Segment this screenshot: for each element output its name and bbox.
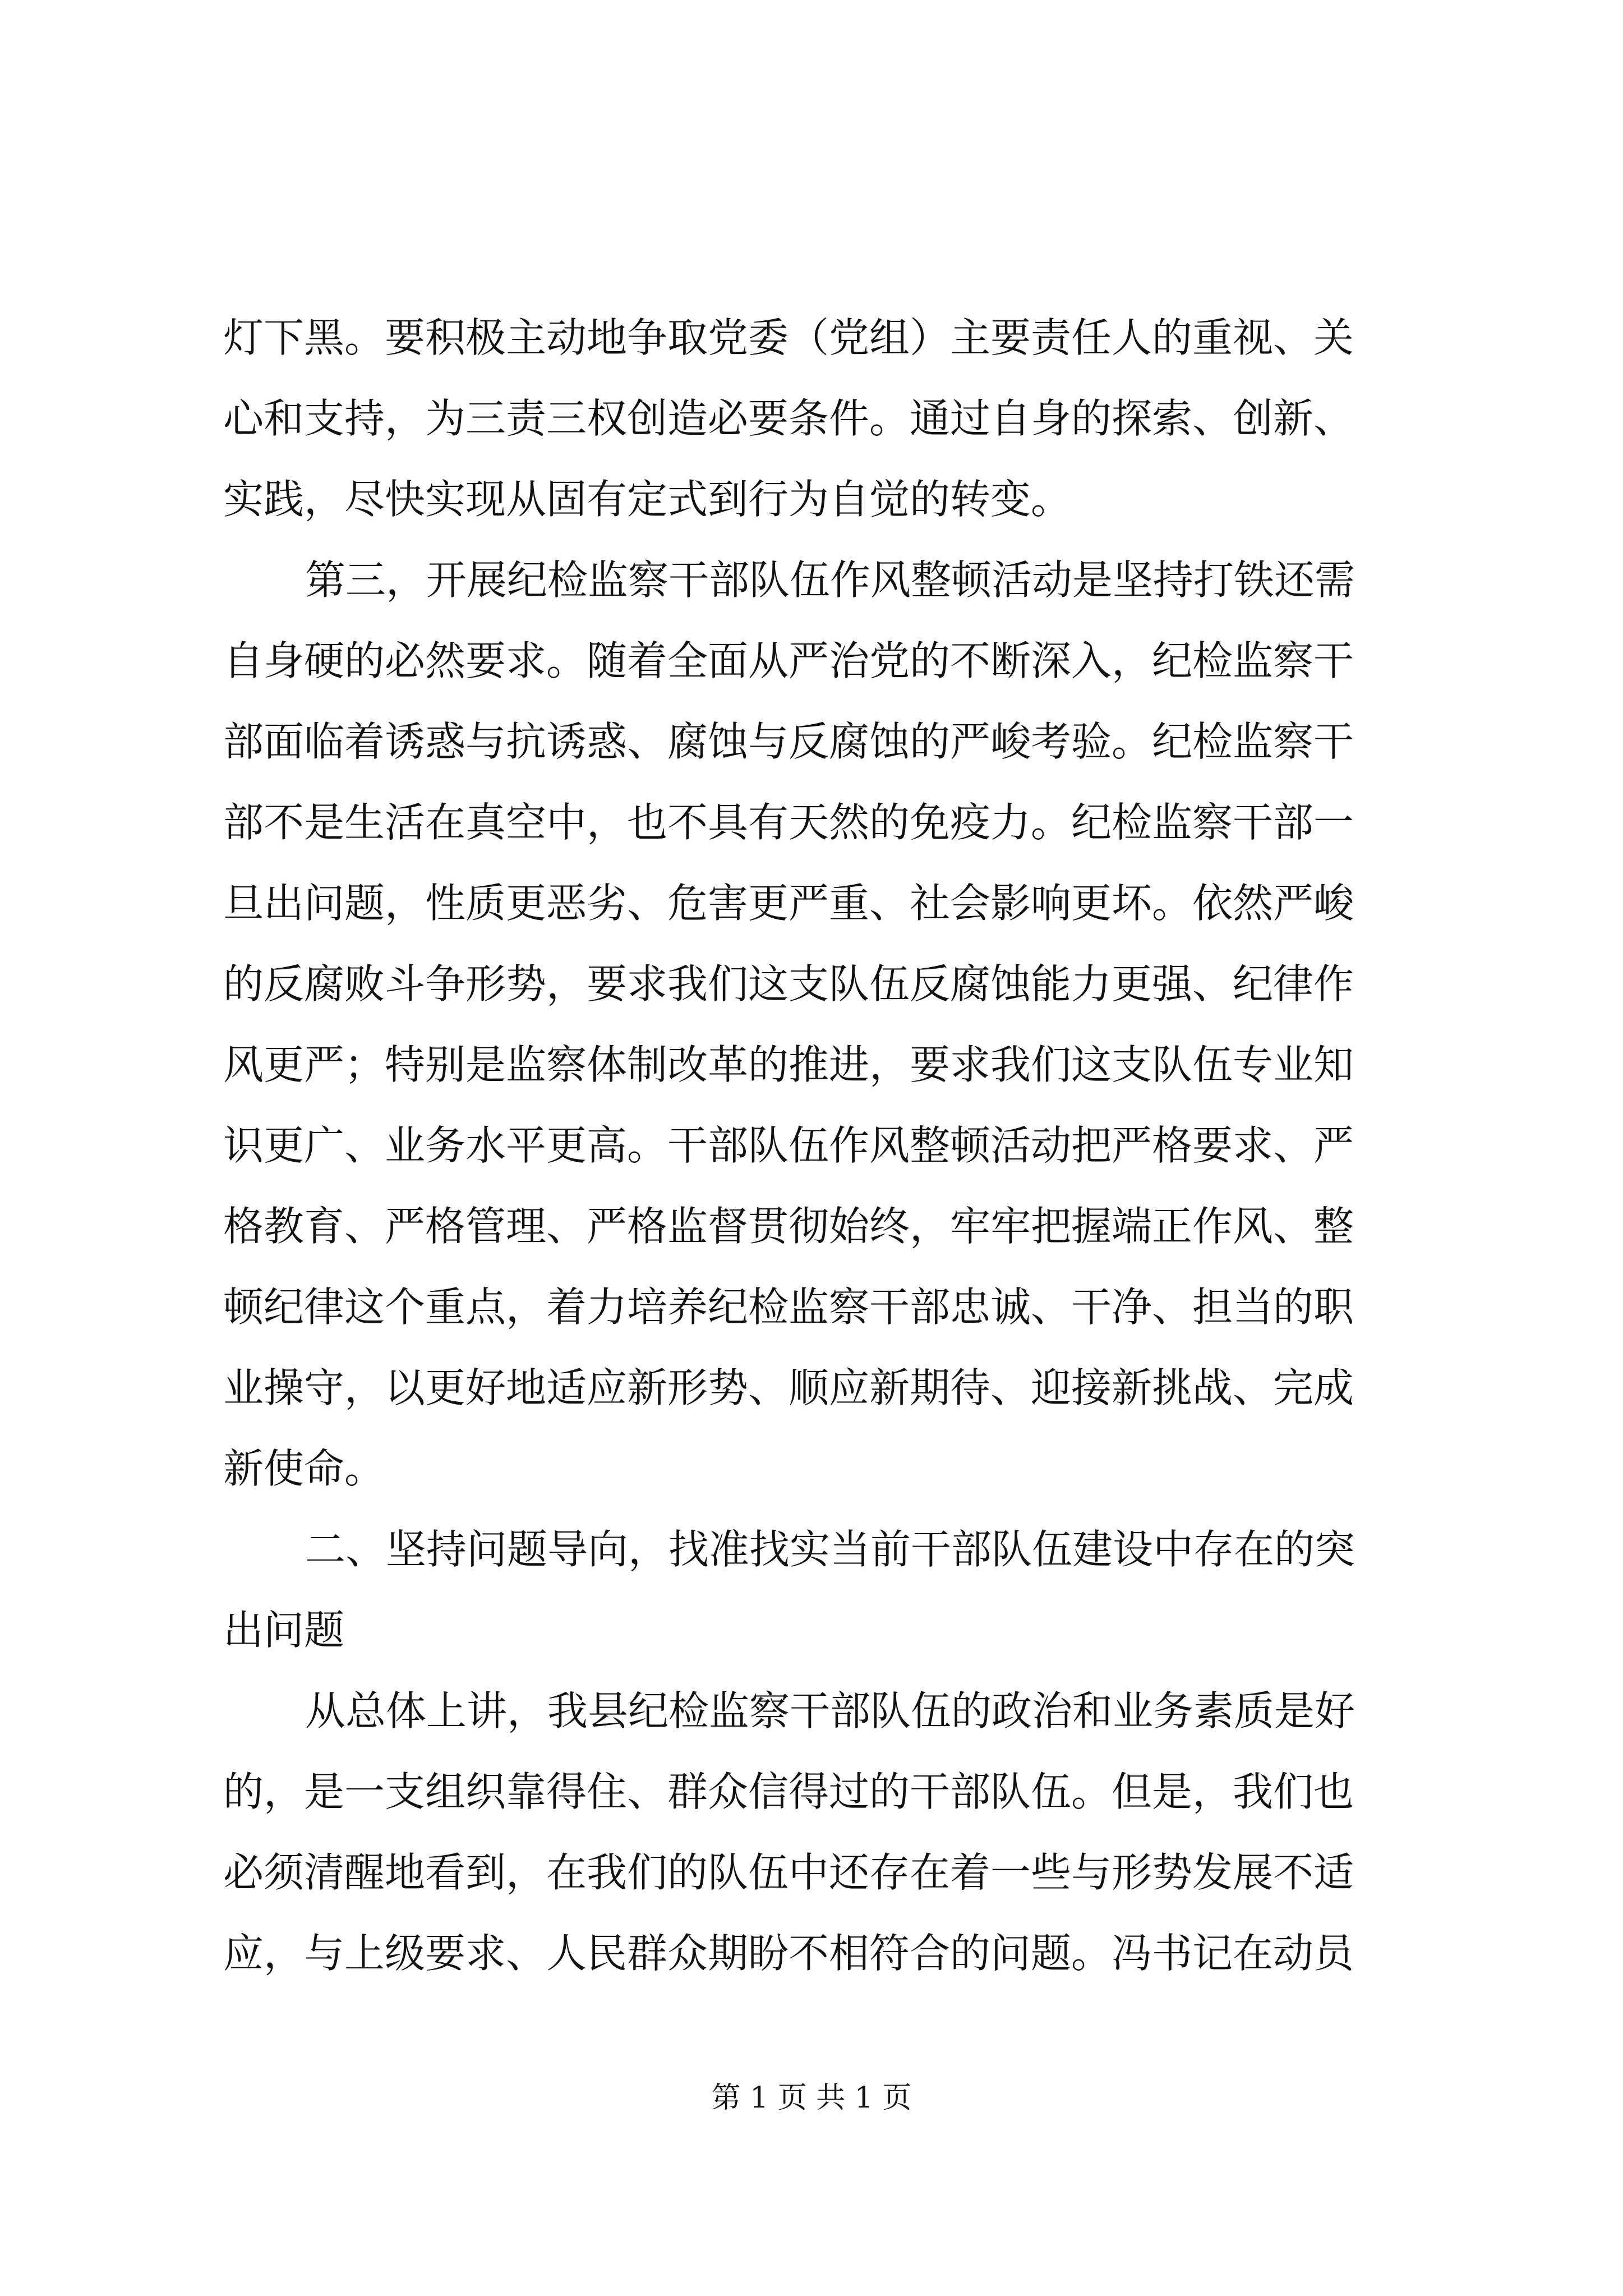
section-heading-line: 出问题 — [223, 1607, 345, 1654]
page-footer — [0, 2076, 1623, 2120]
text-line: 风更严；特别是监察体制改革的推进，要求我们这支队伍专业知 — [223, 1041, 1354, 1088]
text-line: 心和支持，为三责三权创造必要条件。通过自身的探索、创新、 — [223, 395, 1354, 442]
text-line: 的反腐败斗争形势，要求我们这支队伍反腐蚀能力更强、纪律作 — [223, 960, 1354, 1007]
text-line: 识更广、业务水平更高。干部队伍作风整顿活动把严格要求、严 — [223, 1122, 1354, 1169]
text-line: 的，是一支组织靠得住、群众信得过的干部队伍。但是，我们也 — [223, 1768, 1354, 1815]
section-heading-line: 二、坚持问题导向，找准找实当前干部队伍建设中存在的突 — [305, 1526, 1355, 1573]
text-line: 旦出问题，性质更恶劣、危害更严重、社会影响更坏。依然严峻 — [223, 880, 1354, 927]
text-line: 部不是生活在真空中，也不具有天然的免疫力。纪检监察干部一 — [223, 799, 1354, 846]
text-line: 顿纪律这个重点，着力培养纪检监察干部忠诚、干净、担当的职 — [223, 1283, 1354, 1331]
text-line: 应，与上级要求、人民群众期盼不相符合的问题。冯书记在动员 — [223, 1930, 1354, 1977]
text-line: 灯下黑。要积极主动地争取党委（党组）主要责任人的重视、关 — [223, 314, 1354, 361]
page-number-label: 第 1 页 共 1 页 — [711, 2081, 912, 2115]
text-line: 自身硬的必然要求。随着全面从严治党的不断深入，纪检监察干 — [223, 637, 1354, 684]
text-line: 格教育、严格管理、严格监督贯彻始终，牢牢把握端正作风、整 — [223, 1203, 1354, 1250]
paragraph-start-line: 第三，开展纪检监察干部队伍作风整顿活动是坚持打铁还需 — [305, 556, 1355, 604]
paragraph-start-line: 从总体上讲，我县纪检监察干部队伍的政治和业务素质是好 — [305, 1687, 1355, 1734]
text-line: 新使命。 — [223, 1445, 385, 1492]
text-line: 实践，尽快实现从固有定式到行为自觉的转变。 — [223, 476, 1072, 523]
text-line: 业操守，以更好地适应新形势、顺应新期待、迎接新挑战、完成 — [223, 1364, 1354, 1411]
body-text — [223, 297, 1419, 1994]
text-line: 必须清醒地看到，在我们的队伍中还存在着一些与形势发展不适 — [223, 1849, 1354, 1896]
text-line: 部面临着诱惑与抗诱惑、腐蚀与反腐蚀的严峻考验。纪检监察干 — [223, 718, 1354, 765]
